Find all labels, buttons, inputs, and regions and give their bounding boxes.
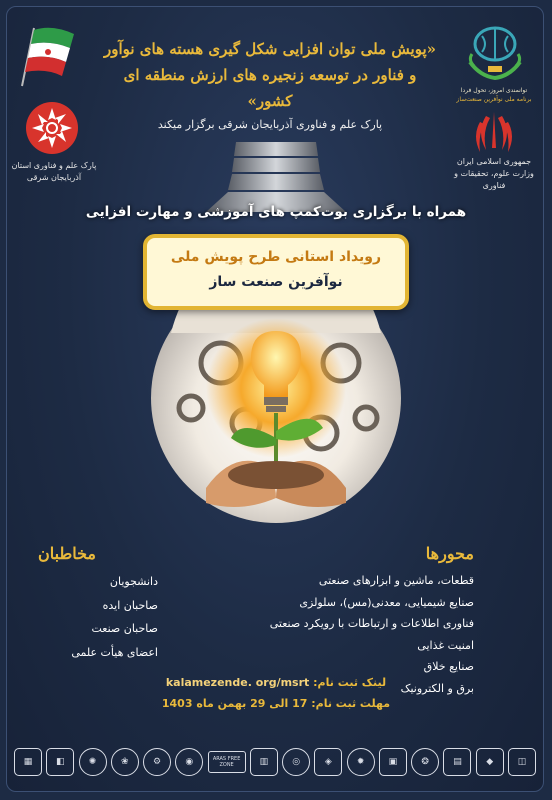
registration-link[interactable]: kalamezende. org/msrt [165, 676, 310, 689]
bulb-socket-icon [206, 142, 346, 212]
registration-link-label: لینک ثبت نام: [313, 676, 387, 689]
brain-program-caption [446, 86, 542, 104]
axes-heading: محورها [425, 544, 474, 563]
ministry-caption: جمهوری اسلامی ایران وزارت علوم، تحقیقات و فناوری [454, 157, 534, 190]
partner-logo-icon: ◫ [508, 748, 536, 776]
registration-deadline: مهلت ثبت نام: 17 الی 29 بهمن ماه 1403 [161, 697, 391, 710]
bootcamp-subtitle: همراه با برگزاری بوت‌کمپ های آموزشی و مهارت افزایی [85, 204, 467, 220]
organizer-line: پارک علم و فناوری آذربایجان شرقی برگزار میکند [157, 118, 383, 131]
list-item: صاحبان ایده [102, 598, 158, 612]
partner-logo-icon: ▤ [443, 748, 471, 776]
partner-logo-icon: ❀ [111, 748, 139, 776]
partner-logo-icon: ▣ [379, 748, 407, 776]
list-item: قطعات، ماشین و ابزارهای صنعتی [318, 574, 474, 587]
science-park-caption: پارک علم و فناوری استان آذربایجان شرقی [11, 161, 97, 182]
event-title: رویداد استانی طرح پویش ملی [170, 249, 382, 265]
event-name: نوآفرین صنعت ساز [209, 274, 343, 290]
aras-free-zone-logo: ARAS FREE ZONE [208, 751, 246, 773]
brain-caption-line2: برنامه ملی نوآفرین صنعت‌ساز [456, 96, 532, 103]
partner-logo-icon: ◧ [46, 748, 74, 776]
list-item: امنیت غذایی [417, 638, 474, 652]
partner-logo-icon: ⚙ [143, 748, 171, 776]
partner-logos-strip [6, 736, 544, 788]
brain-caption-line1: توانمندی امروز، تحول فردا [460, 87, 528, 94]
list-item: صاحبان صنعت [91, 622, 158, 635]
iran-emblem-icon [472, 108, 516, 158]
list-item: دانشجویان [109, 575, 158, 588]
partner-logo-icon: ✺ [79, 748, 107, 776]
brain-program-logo-icon [460, 22, 530, 84]
partner-logo-icon: ❂ [411, 748, 439, 776]
list-item: فناوری اطلاعات و ارتباطات با رویکرد صنعتی [269, 617, 474, 631]
campaign-headline: «پویش ملی توان افزایی شکل گیری هسته های نوآور و فناور در توسعه زنجیره های ارزش منطقه ای کشور» [104, 40, 436, 110]
list-item: صنایع خلاق [423, 660, 474, 674]
partner-logo-icon: ◈ [314, 748, 342, 776]
partner-logo-icon: ◆ [476, 748, 504, 776]
partner-logo-icon: ◎ [282, 748, 310, 776]
registration-link-line [158, 676, 394, 689]
list-item: برق و الکترونیک [400, 681, 474, 695]
list-item: صنایع شیمیایی، معدنی(مس)، سلولزی [299, 595, 474, 609]
partner-logo-icon: ◉ [175, 748, 203, 776]
iran-flag-icon [8, 22, 78, 92]
partner-logo-icon: ✹ [347, 748, 375, 776]
audience-list [38, 570, 158, 664]
event-title-box [143, 234, 409, 310]
science-park-logo-icon [24, 100, 80, 156]
list-item: اعضای هیأت علمی [71, 645, 158, 659]
partner-logo-icon: ▥ [250, 748, 278, 776]
partner-logo-icon: ▦ [14, 748, 42, 776]
audience-heading: مخاطبان [38, 544, 96, 563]
